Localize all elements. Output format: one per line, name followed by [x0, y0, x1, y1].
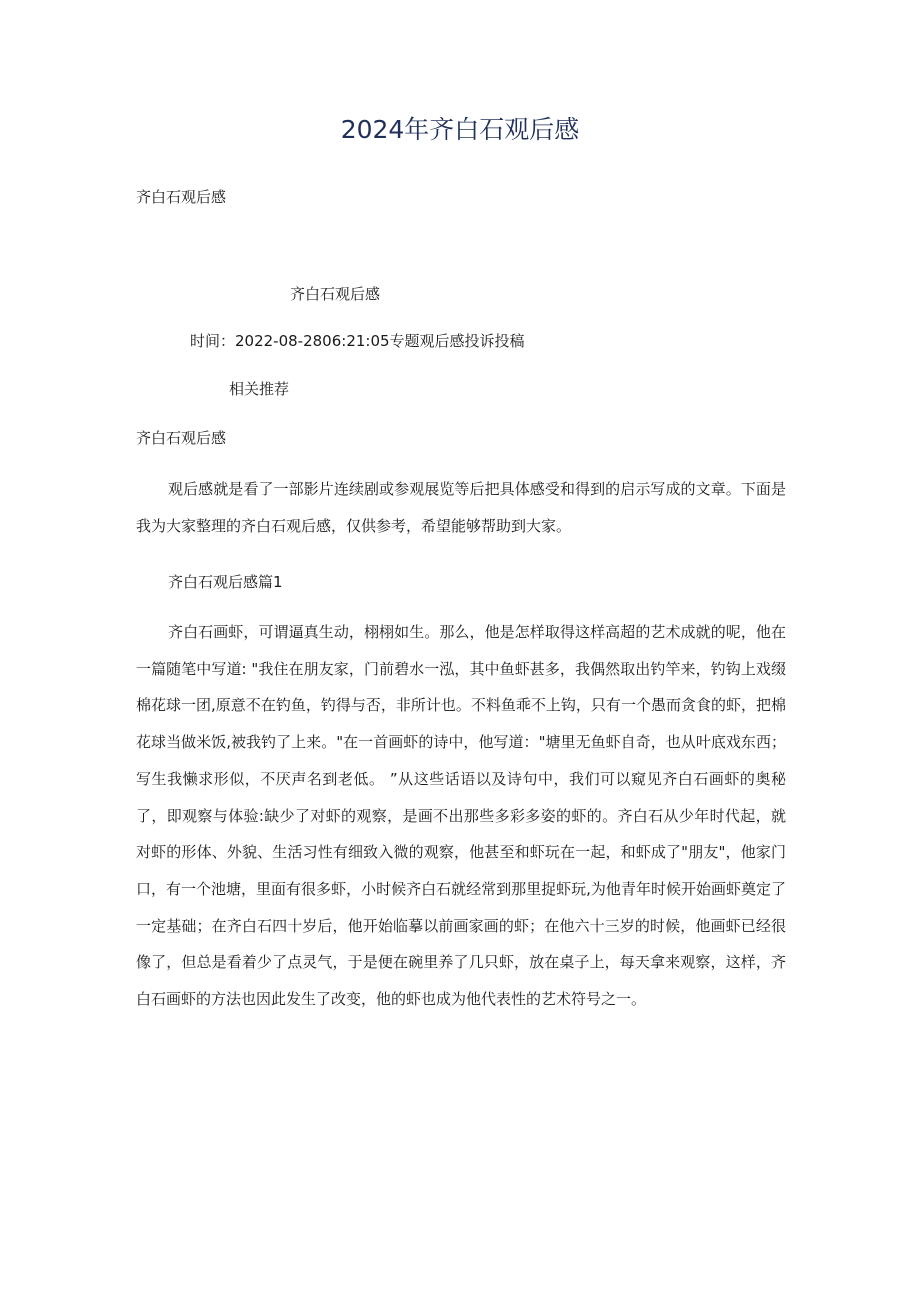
document-subtitle: 齐白石观后感	[136, 188, 227, 206]
section-heading: 齐白石观后感	[136, 429, 227, 447]
inner-title: 齐白石观后感	[290, 285, 381, 303]
body-paragraph: 齐白石画虾，可谓逼真生动，栩栩如生。那么，他是怎样取得这样高超的艺术成就的呢，他在一篇随笔中写道: "我住在朋友家，门前碧水一泓，其中鱼虾甚多，我偶然取出钓竿来，钓钩上戏缀棉花球一团,原意不在钓鱼，钓得与否，非所计也。不料鱼乖不上钩，只有一个愚而贪食的虾，把棉花球当做米饭,被我钓了上来。"在一首画虾的诗中，他写道："塘里无鱼虾自奇，也从叶底戏东西；写生我懒求形似，不厌声名到老低。 ”从这些话语以及诗句中，我们可以窥见齐白石画虾的奥秘了，即观察与体验:缺少了对虾的观察，是画不出那些多彩多姿的虾的。齐白石从少年时代起，就对虾的形体、外貌、生活习性有细致入微的观察，他甚至和虾玩在一起，和虾成了"朋友"，他家门口，有一个池塘，里面有很多虾，小时候齐白石就经常到那里捉虾玩,为他青年时候开始画虾奠定了一定基础；在齐白石四十岁后，他开始临摹以前画家画的虾；在他六十三岁的时候，他画虾已经很像了，但总是看着少了点灵气，于是便在碗里养了几只虾，放在桌子上，每天拿来观察，这样，齐白石画虾的方法也因此发生了改变，他的虾也成为他代表性的艺术符号之一。	[136, 623, 786, 1009]
related-recommendations: 相关推荐	[229, 380, 290, 398]
chapter-heading: 齐白石观后感篇1	[168, 573, 283, 591]
document-title: 2024年齐白石观后感	[340, 115, 580, 144]
intro-paragraph: 观后感就是看了一部影片连续剧或参观展览等后把具体感受和得到的启示写成的文章。下面是我为大家整理的齐白石观后感，仅供参考，希望能够帮助到大家。	[136, 480, 786, 535]
meta-line: 时间：2022-08-2806:21:05专题观后感投诉投稿	[190, 332, 525, 350]
